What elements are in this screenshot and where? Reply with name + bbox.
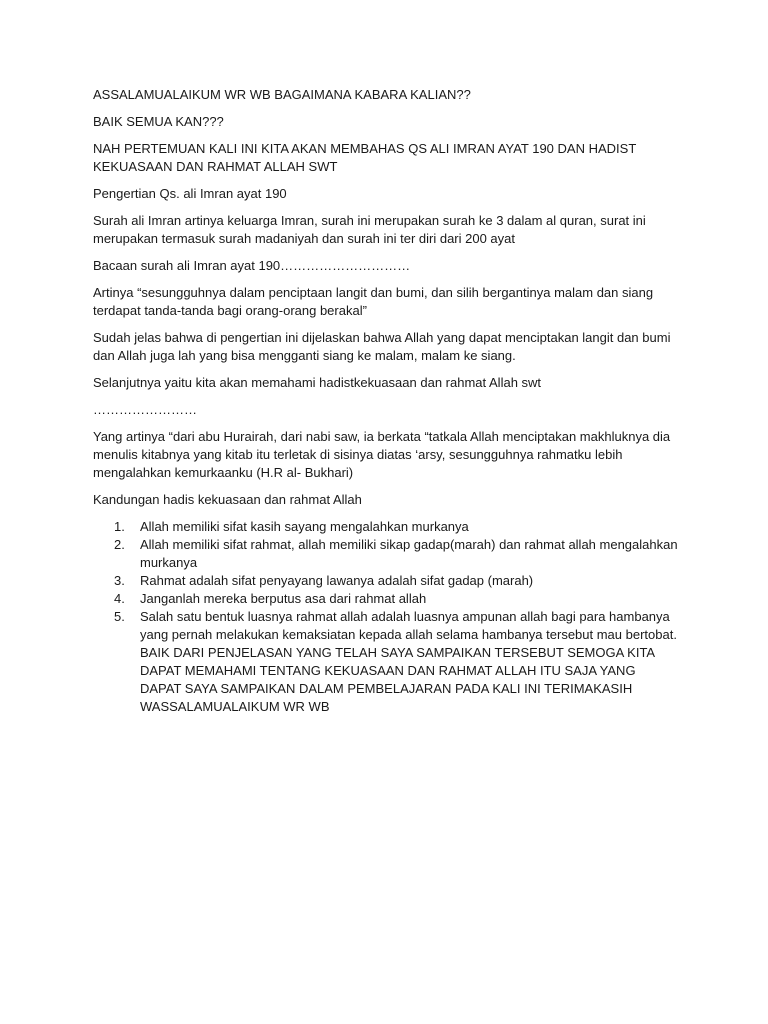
list-item bbox=[93, 572, 678, 590]
content-heading: Kandungan hadis kekuasaan dan rahmat Allah bbox=[93, 492, 362, 507]
explanation-paragraph: Sudah jelas bahwa di pengertian ini dijelaskan bahwa Allah yang dapat menciptakan langit dan bumi dan Allah juga lah yang bisa mengganti siang ke malam, malam ke siang. bbox=[93, 330, 671, 363]
list-number: 3. bbox=[114, 573, 125, 588]
list-item-text: Salah satu bentuk luasnya rahmat allah adalah luasnya ampunan allah bagi para hambanya yang pernah melakukan kemaksiatan kepada allah selama hambanya tersebut mau bertobat. bbox=[140, 609, 677, 642]
document-body bbox=[93, 86, 678, 716]
list-item bbox=[93, 536, 678, 572]
list-item bbox=[93, 608, 678, 716]
definition-paragraph: Surah ali Imran artinya keluarga Imran, surah ini merupakan surah ke 3 dalam al quran, surat ini merupakan termasuk surah madaniyah dan surah ini ter diri dari 200 ayat bbox=[93, 213, 646, 246]
list-number: 4. bbox=[114, 591, 125, 606]
translation-paragraph: Artinya “sesungguhnya dalam penciptaan langit dan bumi, dan silih bergantinya malam dan siang terdapat tanda-tanda bagi orang-orang berakal” bbox=[93, 285, 654, 318]
list-number: 1. bbox=[114, 519, 125, 534]
list-item-text: Allah memiliki sifat rahmat, allah memiliki sikap gadap(marah) dan rahmat allah mengalahkan murkanya bbox=[140, 537, 678, 570]
greeting-line: ASSALAMUALAIKUM WR WB BAGAIMANA KABARA KALIAN?? bbox=[93, 87, 471, 102]
hadith-content-list bbox=[93, 518, 678, 716]
list-item-text: Janganlah mereka berputus asa dari rahmat allah bbox=[140, 591, 427, 606]
section-heading-definition: Pengertian Qs. ali Imran ayat 190 bbox=[93, 186, 287, 201]
hadith-placeholder: …………………… bbox=[93, 402, 197, 417]
hadith-translation: Yang artinya “dari abu Hurairah, dari nabi saw, ia berkata “tatkala Allah menciptakan makhluknya dia menulis kitabnya yang kitab itu terletak di sisinya diatas ‘arsy, sesungguhnya rahmatku lebih mengalahkan kemurkaanku (H.R al- Bukhari) bbox=[93, 429, 671, 480]
list-item-text: Allah memiliki sifat kasih sayang mengalahkan murkanya bbox=[140, 519, 469, 534]
hadith-intro: Selanjutnya yaitu kita akan memahami hadistkekuasaan dan rahmat Allah swt bbox=[93, 375, 542, 390]
reading-line: Bacaan surah ali Imran ayat 190………………………… bbox=[93, 258, 411, 273]
greeting-followup: BAIK SEMUA KAN??? bbox=[93, 114, 224, 129]
list-number: 5. bbox=[114, 609, 125, 624]
closing-paragraph: BAIK DARI PENJELASAN YANG TELAH SAYA SAMPAIKAN TERSEBUT SEMOGA KITA DAPAT MEMAHAMI TENTANG KEKUASAAN DAN RAHMAT ALLAH ITU SAJA YANG DAPAT SAYA SAMPAIKAN DALAM PEMBELAJARAN PADA KALI INI TERIMAKASIH WASSALAMUALAIKUM WR WB bbox=[140, 645, 655, 714]
list-item bbox=[93, 590, 678, 608]
list-item-text: Rahmat adalah sifat penyayang lawanya adalah sifat gadap (marah) bbox=[140, 573, 534, 588]
list-number: 2. bbox=[114, 537, 125, 552]
topic-intro: NAH PERTEMUAN KALI INI KITA AKAN MEMBAHAS QS ALI IMRAN AYAT 190 DAN HADIST KEKUASAAN DAN RAHMAT ALLAH SWT bbox=[93, 141, 637, 174]
list-item bbox=[93, 518, 678, 536]
